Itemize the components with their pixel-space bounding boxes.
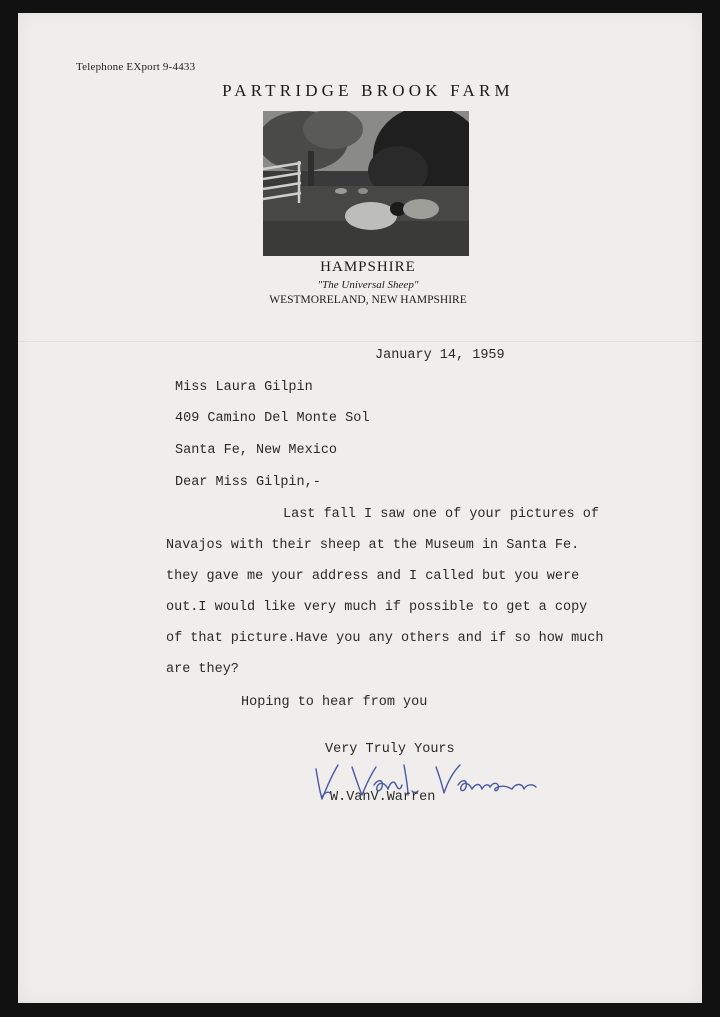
valediction: Very Truly Yours [325, 742, 455, 757]
body-line: they gave me your address and I called but you were [166, 569, 580, 584]
letter-date: January 14, 1959 [375, 348, 505, 363]
farm-name: PARTRIDGE BROOK FARM [222, 81, 514, 100]
body-line: out.I would like very much if possible to get a copy [166, 600, 588, 615]
telephone-number: Telephone EXport 9-4433 [76, 61, 196, 73]
signature-name: W.VanV.Warren [330, 790, 436, 805]
body-line: of that picture.Have you any others and if so how much [166, 631, 604, 646]
recipient-city: Santa Fe, New Mexico [175, 443, 338, 458]
fold-line [18, 341, 702, 342]
body-line: are they? [166, 662, 239, 677]
sheep-photo [263, 111, 469, 256]
farm-location: WESTMORELAND, NEW HAMPSHIRE [269, 294, 467, 306]
tagline: "The Universal Sheep" [317, 279, 419, 291]
body-line: Last fall I saw one of your pictures of [283, 507, 599, 522]
body-line: Navajos with their sheep at the Museum in Santa Fe. [166, 538, 580, 553]
letter-sheet [18, 13, 702, 1003]
closing-line: Hoping to hear from you [241, 695, 428, 710]
breed-title: HAMPSHIRE [320, 259, 416, 275]
recipient-street: 409 Camino Del Monte Sol [175, 411, 370, 426]
recipient-name: Miss Laura Gilpin [175, 380, 313, 395]
salutation: Dear Miss Gilpin,- [175, 475, 321, 490]
